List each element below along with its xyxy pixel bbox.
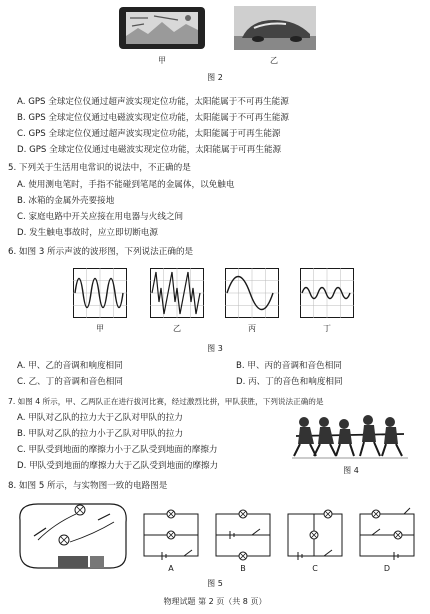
q7-option-a: A. 甲队对乙队的拉力大于乙队对甲队的拉力 [17, 413, 183, 423]
q5-option-d: D. 发生触电事故时，应立即切断电源 [17, 228, 158, 238]
circuit-option-b [212, 508, 274, 562]
q8-stem: 8. 如图 5 所示，与实物图一致的电路图是 [8, 481, 168, 491]
fig2-caption: 图 2 [207, 73, 223, 82]
q4-option-a: A. GPS 全球定位仪通过超声波实现定位功能，太阳能属于不可再生能源 [17, 97, 289, 107]
physical-circuit-illustration [14, 500, 132, 572]
q6-stem: 6. 如图 3 所示声波的波形图，下列说法正确的是 [8, 247, 194, 257]
fig3-caption: 图 3 [207, 344, 223, 353]
fig2-label-left: 甲 [158, 56, 166, 65]
waveform-yi [150, 268, 204, 318]
gps-device-illustration [118, 6, 206, 50]
waveform-label-yi: 乙 [173, 324, 181, 333]
q7-option-d: D. 甲队受到地面的摩擦力大于乙队受到地面的摩擦力 [17, 461, 219, 471]
circuit-option-a [140, 508, 202, 562]
circuit-option-c [284, 508, 346, 562]
q4-option-d: D. GPS 全球定位仪通过电磁波实现定位功能，太阳能属于可再生能源 [17, 145, 282, 155]
waveform-label-ding: 丁 [323, 324, 331, 333]
waveform-jia [73, 268, 127, 318]
circuit-label-b: B [240, 564, 246, 573]
q6-option-b: B. 甲、丙的音调和音色相同 [236, 361, 342, 371]
q5-stem: 5. 下列关于生活用电常识的说法中，不正确的是 [8, 163, 191, 173]
fig2-label-right: 乙 [270, 56, 278, 65]
waveform-label-jia: 甲 [96, 324, 104, 333]
q4-option-c: C. GPS 全球定位仪通过超声波实现定位功能，太阳能属于可再生能源 [17, 129, 281, 139]
circuit-label-c: C [312, 564, 318, 573]
q5-option-b: B. 冰箱的金属外壳要接地 [17, 196, 115, 206]
waveform-ding [300, 268, 354, 318]
q4-option-b: B. GPS 全球定位仪通过电磁波实现定位功能，太阳能属于不可再生能源 [17, 113, 290, 123]
waveform-bing [225, 268, 279, 318]
fig5-caption: 图 5 [207, 579, 223, 588]
circuit-label-a: A [168, 564, 174, 573]
q7-option-c: C. 甲队受到地面的摩擦力小于乙队受到地面的摩擦力 [17, 445, 218, 455]
tug-of-war-illustration [290, 410, 410, 460]
q5-option-a: A. 使用测电笔时，手指不能碰到笔尾的金属体，以免触电 [17, 180, 235, 190]
page-footer: 物理试题 第 2 页（共 8 页） [163, 597, 267, 606]
q7-option-b: B. 甲队对乙队的拉力小于乙队对甲队的拉力 [17, 429, 184, 439]
q6-option-a: A. 甲、乙的音调和响度相同 [17, 361, 123, 371]
solar-car-illustration [234, 6, 316, 50]
circuit-label-d: D [383, 564, 391, 573]
q5-option-c: C. 家庭电路中开关应接在用电器与火线之间 [17, 212, 184, 222]
q6-option-c: C. 乙、丁的音调和音色相同 [17, 377, 123, 387]
waveform-label-bing: 丙 [248, 324, 256, 333]
fig4-caption: 图 4 [343, 466, 359, 475]
q6-option-d: D. 丙、丁的音色和响度相同 [236, 377, 343, 387]
circuit-option-d [356, 508, 418, 562]
q7-stem: 7. 如图 4 所示，甲、乙两队正在进行拔河比赛，经过激烈比拼，甲队获胜，下列说法正确的是 [8, 397, 324, 406]
